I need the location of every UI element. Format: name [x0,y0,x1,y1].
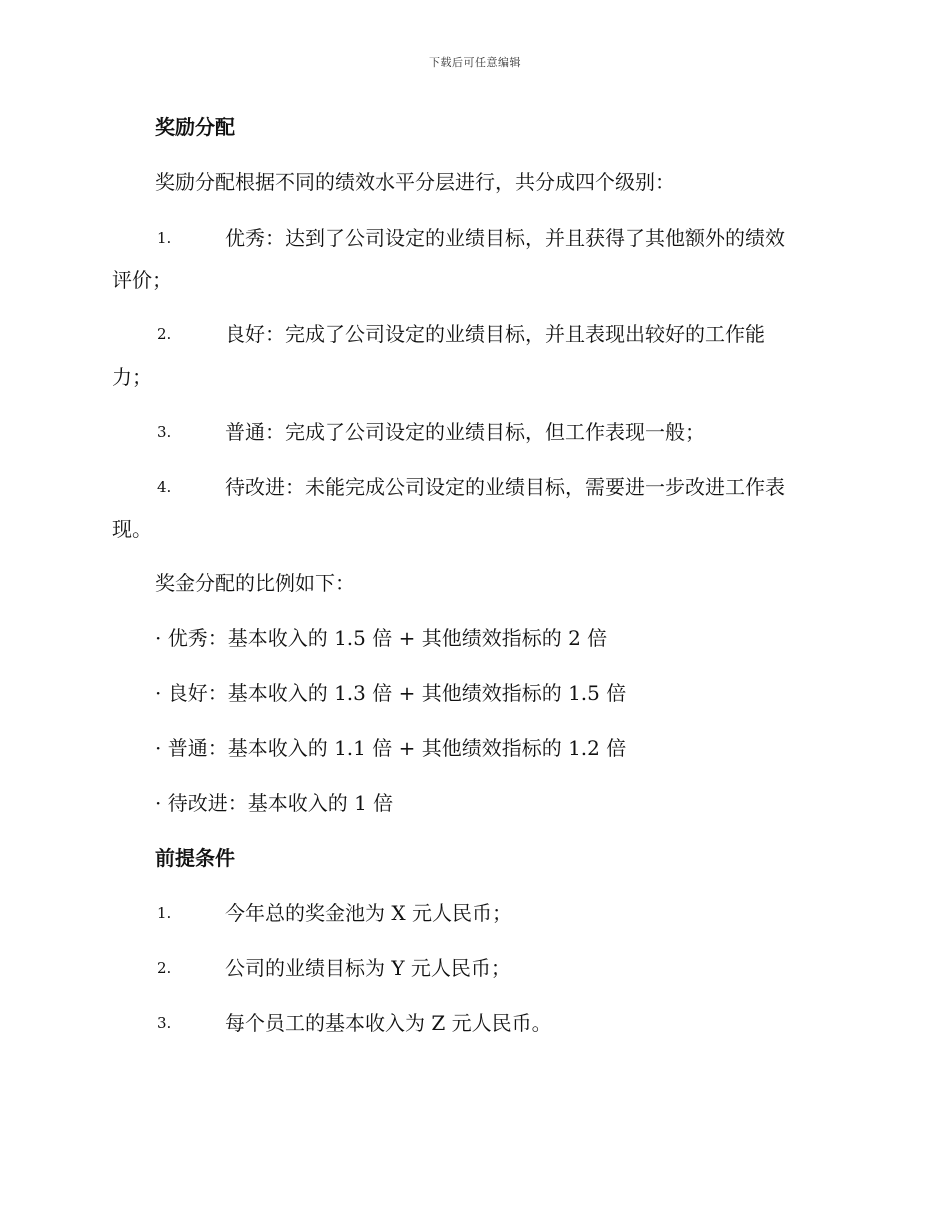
ratio-item: · 待改进：基本收入的 1 倍 [155,791,394,815]
list-number: 3. [157,423,172,441]
prerequisite-item: 公司的业绩目标为 Y 元人民币； [225,956,511,980]
header-note: 下载后可任意编辑 [429,56,521,69]
prerequisite-item: 每个员工的基本收入为 Z 元人民币。 [225,1011,552,1035]
reward-intro: 奖励分配根据不同的绩效水平分层进行，共分成四个级别： [155,170,675,194]
level-item-text: 优秀：达到了公司设定的业绩目标，并且获得了其他额外的绩效 [225,226,785,250]
list-number: 3. [157,1014,172,1032]
level-item-text: 待改进：未能完成公司设定的业绩目标，需要进一步改进工作表 [225,475,785,499]
level-item-text: 良好：完成了公司设定的业绩目标，并且表现出较好的工作能 [225,322,765,346]
level-item-wrap: 力； [112,365,152,389]
list-number: 2. [157,959,172,977]
ratio-item: · 普通：基本收入的 1.1 倍 + 其他绩效指标的 1.2 倍 [155,736,627,760]
prerequisite-item: 今年总的奖金池为 X 元人民币； [225,901,512,925]
list-number: 1. [157,904,172,922]
level-item-text: 普通：完成了公司设定的业绩目标，但工作表现一般； [225,420,705,444]
level-item-wrap: 评价； [112,268,172,292]
ratio-item: · 优秀：基本收入的 1.5 倍 + 其他绩效指标的 2 倍 [155,626,608,650]
section-title-prerequisites: 前提条件 [155,846,235,870]
ratio-item: · 良好：基本收入的 1.3 倍 + 其他绩效指标的 1.5 倍 [155,681,627,705]
ratio-intro: 奖金分配的比例如下： [155,571,355,595]
list-number: 2. [157,325,172,343]
section-title-reward: 奖励分配 [155,115,235,139]
level-item-wrap: 现。 [112,517,152,541]
list-number: 4. [157,478,172,496]
list-number: 1. [157,229,172,247]
